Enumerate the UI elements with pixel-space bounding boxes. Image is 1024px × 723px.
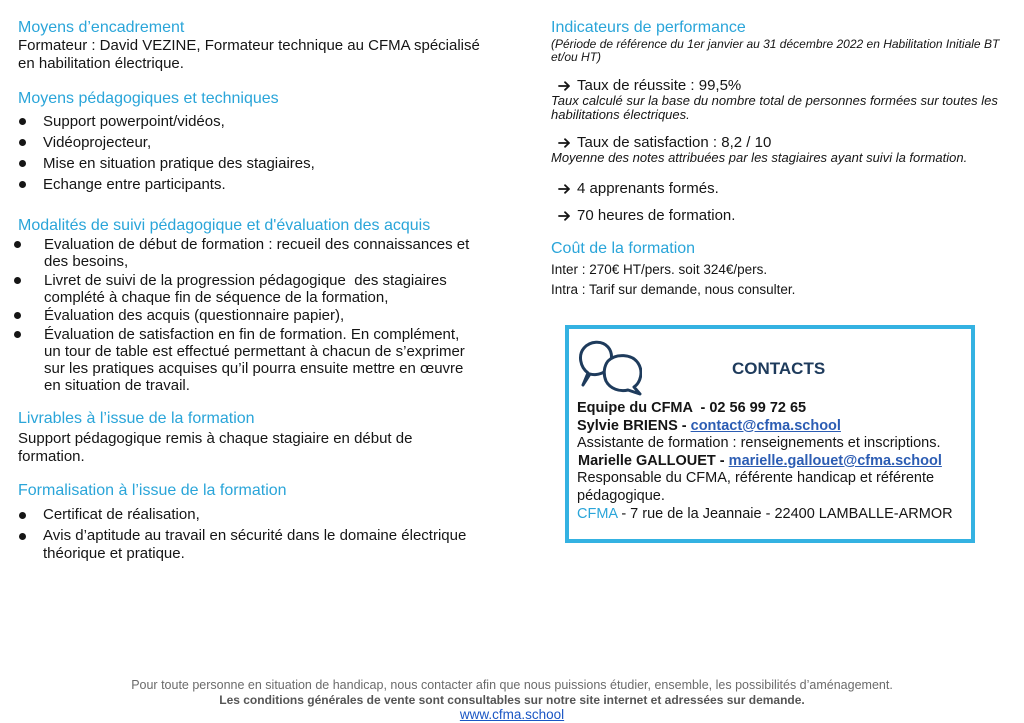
reference-period: (Période de référence du 1er janvier au 31 décembre 2022 en Habilitation Initiale BT et/ou HT) [551,37,1000,64]
heading-cout: Coût de la formation [551,240,696,257]
contact-details [577,400,967,523]
list-item: Avis d’aptitude au travail en sécurité dans le domaine électrique théorique et pratique. [18,527,475,563]
pedagogie-list [18,111,478,195]
contact-email-link[interactable]: marielle.gallouet@cfma.school [728,452,942,469]
heading-livrables: Livrables à l’issue de la formation [18,410,255,427]
list-item: Support powerpoint/vidéos, [18,111,478,132]
list-item: Livret de suivi de la progression pédagogique des stagiaires complété à chaque fin de séquence de la formation, [18,272,476,306]
contact-person [577,418,967,436]
arrow-right-icon [558,184,571,194]
list-item: Évaluation des acquis (questionnaire papier), [18,307,476,324]
arrow-right-icon [558,211,571,221]
indicator-hours [551,207,735,225]
contacts-box [565,325,975,543]
contact-name: Sylvie BRIENS - [577,417,687,434]
indicator-learners [551,180,719,198]
address-org: CFMA [577,505,618,522]
indicator-note: Taux calculé sur la base du nombre total de personnes formées sur toutes les habilitations électriques. [551,93,998,122]
footer-accessibility-note: Pour toute personne en situation de handicap, nous contacter afin que nous puissions étudier, ensemble, les possibilités d’aménagement. [131,678,893,692]
address-text: - 7 rue de la Jeannaie - 22400 LAMBALLE-ARMOR [621,505,953,522]
list-item: Mise en situation pratique des stagiaires, [18,153,478,174]
arrow-right-icon [558,138,571,148]
price-intra: Intra : Tarif sur demande, nous consulter. [551,282,796,297]
formalisation-list [18,506,475,566]
arrow-right-icon [558,81,571,91]
heading-indicateurs: Indicateurs de performance [551,19,746,36]
contacts-title: CONTACTS [732,359,826,378]
contact-person [577,453,967,471]
list-item: Echange entre participants. [18,174,478,195]
heading-formalisation: Formalisation à l’issue de la formation [18,482,287,499]
heading-pedagogie: Moyens pédagogiques et techniques [18,90,279,107]
contact-email-link[interactable]: contact@cfma.school [690,417,841,434]
heading-encadrement: Moyens d’encadrement [18,19,185,36]
heading-suivi: Modalités de suivi pédagogique et d'évaluation des acquis [18,217,431,234]
price-inter: Inter : 270€ HT/pers. soit 324€/pers. [551,262,768,277]
encadrement-text: Formateur : David VEZINE, Formateur technique au CFMA spécialisé en habilitation électrique. [18,37,480,72]
list-item: Évaluation de satisfaction en fin de formation. En complément, un tour de table est effectué permettant à chacun de s’exprimer sur les pratiques acquises qu’il pourra ensuite mettre en œuvre en situation de travail. [18,326,476,394]
address [577,506,967,524]
list-item: Vidéoprojecteur, [18,132,478,153]
livrables-text: Support pédagogique remis à chaque stagiaire en début de formation. [18,430,413,465]
indicator-label: 4 apprenants formés. [577,180,719,197]
indicator-label: Taux de satisfaction : 8,2 / 10 [577,134,772,151]
indicator-label: Taux de réussite : 99,5% [577,77,742,94]
contact-role: Responsable du CFMA, référente handicap et référente pédagogique. [577,470,935,504]
contact-name: Marielle GALLOUET - [578,452,725,469]
footer-terms-note: Les conditions générales de vente sont consultables sur notre site internet et adressées sur demande. [219,693,805,707]
footer-website [0,708,1024,722]
list-item: Evaluation de début de formation : recueil des connaissances et des besoins, [18,236,476,270]
indicator-note: Moyenne des notes attribuées par les stagiaires ayant suivi la formation. [551,150,968,165]
contact-role: Assistante de formation : renseignements et inscriptions. [577,435,941,452]
website-link[interactable]: www.cfma.school [459,707,565,722]
list-item: Certificat de réalisation, [18,506,475,524]
team-phone-line: Equipe du CFMA - 02 56 99 72 65 [577,400,807,416]
indicator-label: 70 heures de formation. [577,207,736,224]
chat-bubbles-icon [578,339,642,396]
suivi-list [18,236,476,395]
